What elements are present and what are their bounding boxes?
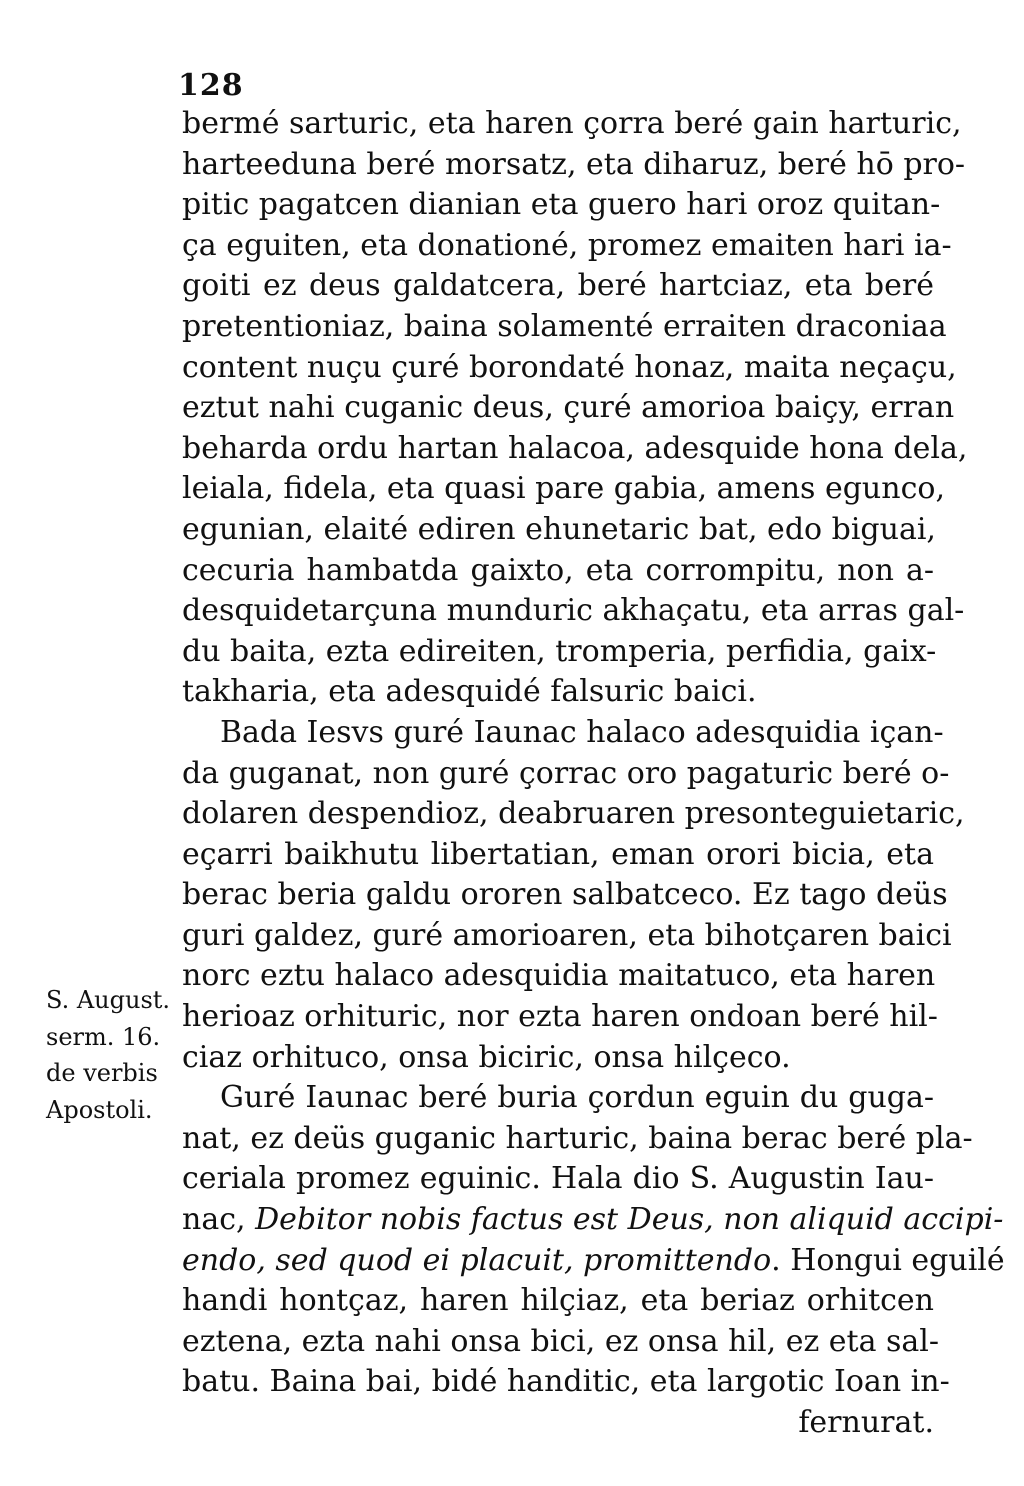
- text-line: content nuçu çuré borondaté honaz, maita neçaçu,: [182, 349, 957, 385]
- text-line: Guré Iaunac beré buria çordun eguin du guga-: [220, 1080, 934, 1116]
- main-text: [182, 104, 1005, 1444]
- margin-citation: [46, 982, 178, 1128]
- text-line: ceriala promez eguinic. Hala dio S. Augustin Iau-: [182, 1161, 934, 1197]
- paragraph-2: [182, 713, 965, 1078]
- text-line: pitic pagatcen dianian eta guero hari oroz quitan-: [182, 187, 941, 223]
- text-line: endo, sed quod ei placuit, promittendo. Hongui eguilé: [182, 1242, 1005, 1278]
- text-line: eçarri baikhutu libertatian, eman orori bicia, eta: [182, 836, 934, 872]
- text-line: batu. Baina bai, bidé handitic, eta largotic Ioan in-: [182, 1364, 950, 1400]
- text-line: herioaz orhituric, nor ezta haren ondoan beré hil-: [182, 999, 938, 1035]
- text-line: eztena, ezta nahi onsa bici, ez onsa hil, ez eta sal-: [182, 1323, 940, 1359]
- latin-quote: endo, sed quod ei placuit, promittendo: [182, 1242, 772, 1278]
- text-line: harteeduna beré morsatz, eta diharuz, beré hō pro-: [182, 146, 966, 182]
- text-line: beharda ordu hartan halacoa, adesquide hona dela,: [182, 430, 968, 466]
- text-line: dolaren despendioz, deabruaren presonteguietaric,: [182, 796, 965, 832]
- text-line: handi hontçaz, haren hilçiaz, eta beriaz orhitcen: [182, 1283, 934, 1319]
- margin-line: Apostoli.: [46, 1095, 153, 1124]
- margin-line: de verbis: [46, 1059, 158, 1088]
- text-line: guri galdez, guré amorioaren, eta bihotçaren baici: [182, 917, 952, 953]
- latin-quote: Debitor nobis factus est Deus, non aliquid accipi-: [255, 1202, 1004, 1238]
- margin-line: serm. 16.: [46, 1022, 161, 1051]
- text-line: takharia, eta adesquidé falsuric baici.: [182, 674, 757, 710]
- text-line: nat, ez deüs guganic harturic, baina berac beré pla-: [182, 1120, 973, 1156]
- text-line: Bada Iesvs guré Iaunac halaco adesquidia içan-: [220, 714, 944, 750]
- page-number: 128: [178, 68, 244, 103]
- text-line: eztut nahi cuganic deus, çuré amorioa baiçy, erran: [182, 390, 955, 426]
- text-line: fernurat.: [798, 1405, 934, 1440]
- text-line: ça eguiten, eta donationé, promez emaiten hari ia-: [182, 227, 952, 263]
- text-line: cecuria hambatda gaixto, eta corrompitu, non a-: [182, 552, 934, 588]
- paragraph-1: [182, 104, 968, 713]
- text-line: bermé sarturic, eta haren çorra beré gain harturic,: [182, 106, 962, 141]
- paragraph-3: [182, 1078, 1005, 1443]
- text-line: da guganat, non guré çorrac oro pagaturic beré o-: [182, 755, 950, 791]
- text-line: egunian, elaité ediren ehunetaric bat, edo biguai,: [182, 511, 936, 547]
- text-line: leiala, fidela, eta quasi pare gabia, amens egunco,: [182, 471, 945, 507]
- text-line: du baita, ezta edireiten, tromperia, perfidia, gaix-: [182, 633, 937, 669]
- text-line: goiti ez deus galdatcera, beré hartciaz, eta beré: [182, 268, 934, 304]
- text-line: desquidetarçuna munduric akhaçatu, eta arras gal-: [182, 593, 965, 629]
- text-line: ciaz orhituco, onsa biciric, onsa hilçeco.: [182, 1039, 791, 1075]
- text-line: pretentioniaz, baina solamenté erraiten draconiaa: [182, 308, 947, 344]
- margin-line: S. August.: [46, 986, 171, 1014]
- text-line: norc eztu halaco adesquidia maitatuco, eta haren: [182, 958, 936, 994]
- text-line: berac beria galdu ororen salbatceco. Ez tago deüs: [182, 877, 948, 913]
- text-line: nac, Debitor nobis factus est Deus, non aliquid accipi-: [182, 1202, 1004, 1238]
